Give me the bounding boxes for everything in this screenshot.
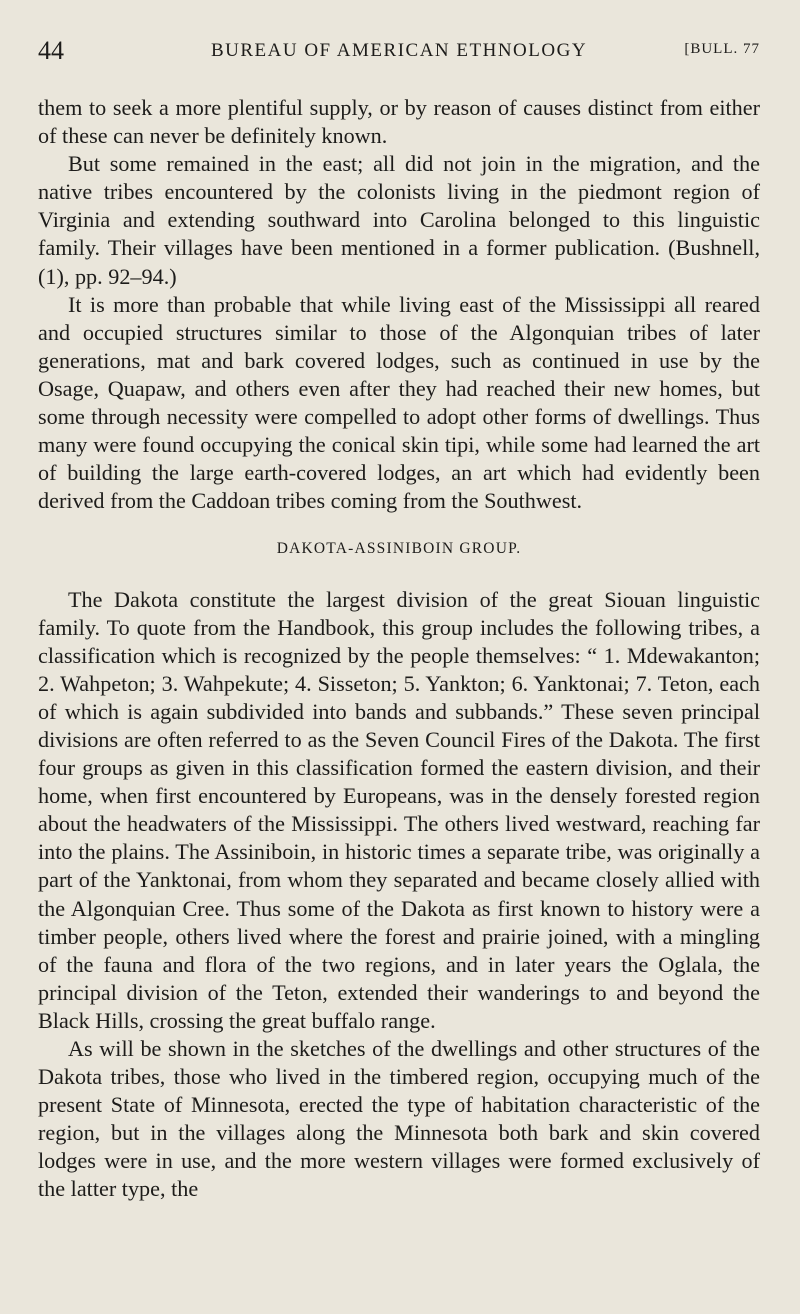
section-heading: DAKOTA-ASSINIBOIN GROUP. [276,540,522,558]
journal-title: BUREAU OF AMERICAN ETHNOLOGY [210,40,588,61]
book-page [38,34,760,1204]
paragraph-eastern-tribes: But some remained in the east; all did not join in the migration, and the native tribes encountered by the colonists living in the piedmont region of Virginia and extending southward into Carolina belonged to this linguistic family. Their villages have been mentioned in a former publication. (Bushnell, (1), pp. 92–94.) [38,151,760,289]
bulletin-number: [BULL. 77 [684,41,760,57]
paragraph-dakota-divisions: The Dakota constitute the largest division of the great Siouan linguistic family. To quote from the Handbook, this group includes the following tribes, a classification which is recognized by the people themselves: “ 1. Mdewakanton; 2. Wahpeton; 3. Wahpekute; 4. Sisseton; 5. Yankton; 6. Yanktonai; 7. Teton, each of which is again subdivided into bands and subbands.” These seven principal divisions are often referred to as the Seven Council Fires of the Dakota. The first four groups as given in this classification formed the eastern division, and their home, when first encountered by Europeans, was in the densely forested region about the headwaters of the Mississippi. The others lived westward, reaching far into the plains. The Assiniboin, in historic times a separate tribe, was originally a part of the Yanktonai, from whom they separated and became closely allied with the Algonquian Cree. Thus some of the Dakota as first known to history were a timber people, others lived where the forest and prairie joined, with a mingling of the fauna and flora of the two regions, and in later years the Oglala, the principal division of the Teton, extended their wanderings to and beyond the Black Hills, crossing the great buffalo range. [38,586,760,1033]
paragraph-continuation: them to seek a more plentiful supply, or by reason of causes distinct from either of these can never be definitely known. [38,95,760,149]
paragraph-dakota-dwellings: As will be shown in the sketches of the dwellings and other structures of the Dakota tribes, those who lived in the timbered region, occupying much of the present State of Minnesota, erected the type of habitation characteristic of the region, but in the villages along the Minnesota both bark and skin covered lodges were in use, and the more western villages were formed exclusively of the latter type, the [38,1036,760,1202]
body-text [38,94,760,1204]
paragraph-structures: It is more than probable that while living east of the Mississippi all reared and occupied structures similar to those of the Algonquian tribes of later generations, mat and bark covered lodges, such as continued in use by the Osage, Quapaw, and others even after they had reached their new homes, but some through necessity were compelled to adopt other forms of dwellings. Thus many were found occupying the conical skin tipi, while some had learned the art of building the large earth-covered lodges, an art which had evidently been derived from the Caddoan tribes coming from the Southwest. [38,291,760,514]
running-head [38,34,760,74]
page-number: 44 [38,36,64,65]
